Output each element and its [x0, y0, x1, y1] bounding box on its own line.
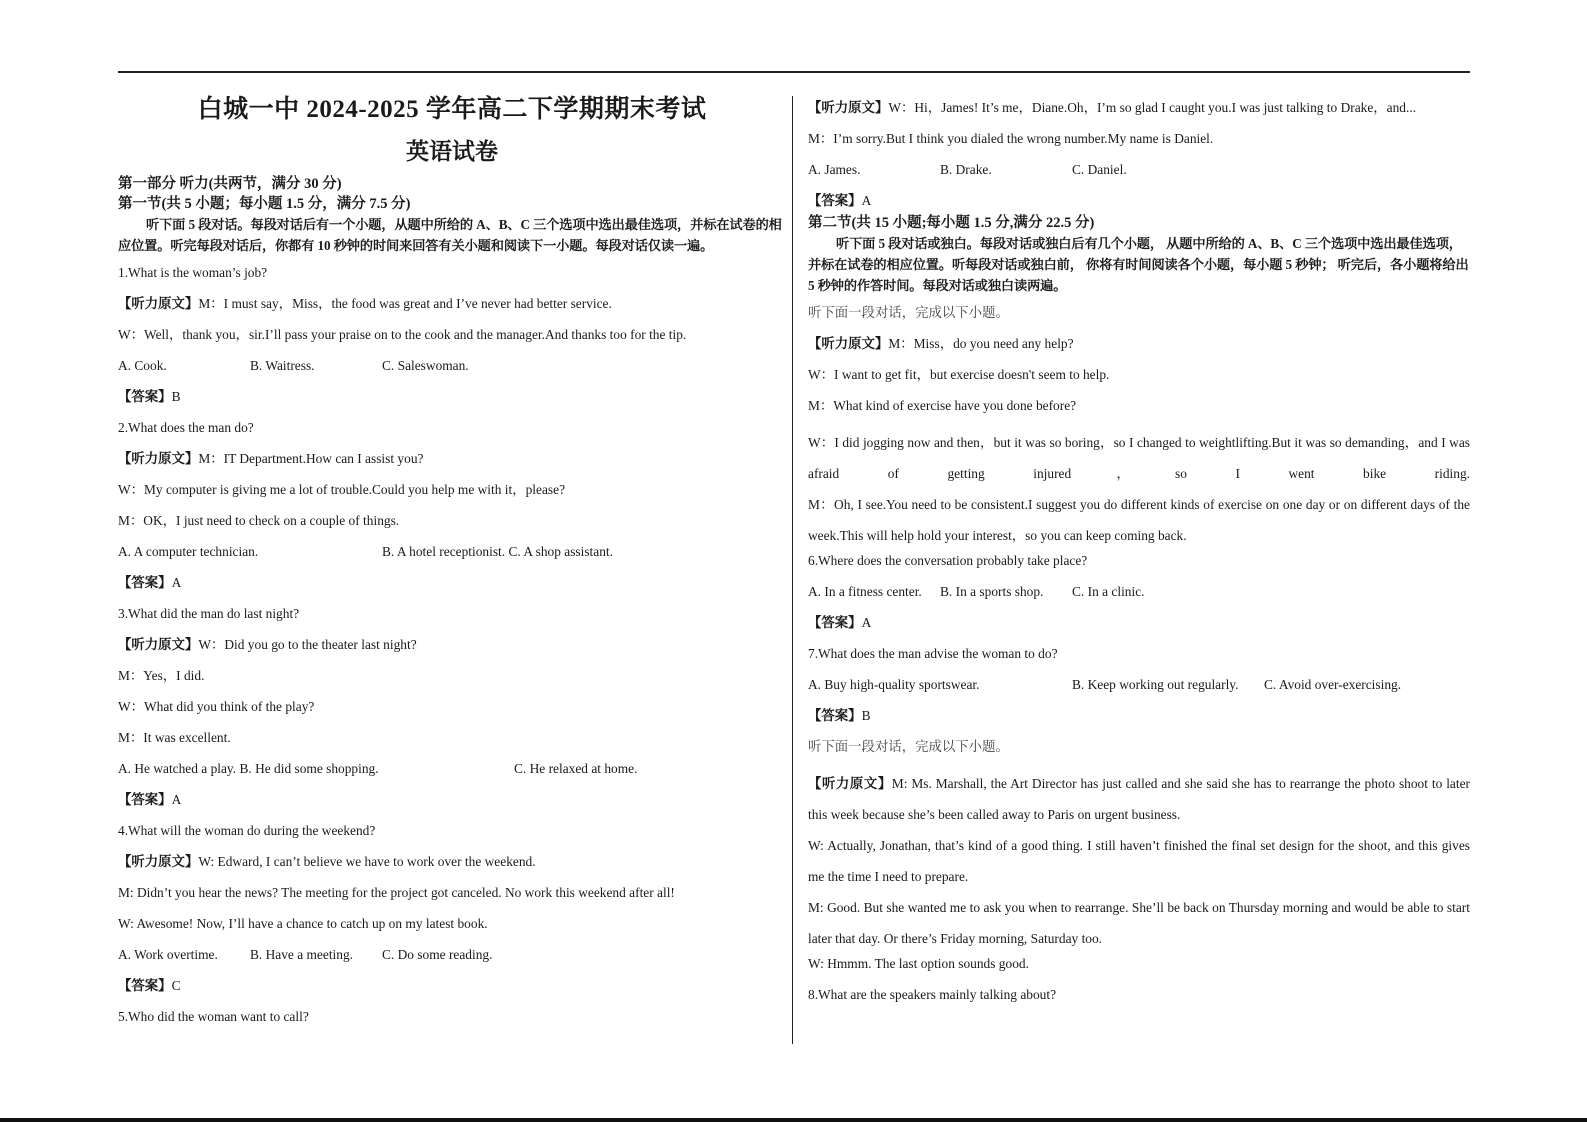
dialog1-t1: M：Miss，do you need any help?	[888, 336, 1074, 351]
q4-t2: M: Didn’t you hear the news? The meeting for the project got canceled. No work this weekend after all!	[118, 885, 675, 900]
q3-options	[118, 759, 786, 790]
transcript-label: 【听力原文】	[118, 854, 199, 869]
answer-label: 【答案】	[118, 978, 172, 993]
q2-t1: M：IT Department.How can I assist you?	[198, 451, 424, 466]
section2-instructions: 听下面 5 段对话或独白。每段对话或独白后有几个小题， 从题中所给的 A、B、C 三个选项中选出最佳选项，并标在试卷的相应位置。听每段对话或独白前， 你将有时间阅读各个小题，每小题 5 秒钟； 听完后，各小题将给出 5 秒钟的作答时间。每段对话或独白读两遍。	[808, 236, 1469, 293]
q1-options	[118, 356, 786, 387]
answer-label: 【答案】	[118, 389, 172, 404]
dialog2-t2: W: Actually, Jonathan, that’s kind of a good thing. I still haven’t finished the final set design for the shoot, and this gives me the time I need to prepare.	[808, 838, 1470, 884]
q2-option-a: A. A computer technician.	[118, 544, 259, 559]
q6-option-c: C. In a clinic.	[1072, 584, 1145, 599]
section1-heading: 第一节(共 5 小题；每小题 1.5 分，满分 7.5 分)	[118, 196, 411, 212]
q6-answer: A	[861, 615, 872, 630]
exam-subtitle: 英语试卷	[406, 139, 498, 164]
transcript-label: 【听力原文】	[118, 296, 199, 311]
dialog1-t5: M：Oh, I see.You need to be consistent.I suggest you do different kinds of exercise on one day or on different days of the week.This will help hold your interest，so you can keep coming back.	[808, 497, 1470, 543]
q2-answer-line	[118, 573, 786, 604]
q4-t1: W: Edward, I can’t believe we have to work over the weekend.	[198, 854, 536, 869]
transcript-label: 【听力原文】	[808, 776, 892, 791]
q4-answer-line	[118, 976, 786, 1007]
exam-title: 白城一中 2024-2025 学年高二下学期期末考试	[197, 96, 707, 123]
q2-t2: W：My computer is giving me a lot of trouble.Could you help me with it，please?	[118, 482, 566, 497]
q4-option-b: B. Have a meeting.	[250, 947, 353, 962]
q1-t1: M：I must say，Miss，the food was great and I’ve never had better service.	[198, 296, 612, 311]
answer-label: 【答案】	[118, 792, 172, 807]
q5-transcript-line	[808, 98, 1470, 129]
q7-answer-line	[808, 706, 1470, 737]
q5-question: 5.Who did the woman want to call?	[118, 1009, 309, 1024]
q4-t3: W: Awesome! Now, I’ll have a chance to catch up on my latest book.	[118, 916, 488, 931]
q3-t1: W：Did you go to the theater last night?	[198, 637, 417, 652]
section1-instructions: 听下面 5 段对话。每段对话后有一个小题，从题中所给的 A、B、C 三个选项中选出最佳选项，并标在试卷的相应位置。听完每段对话后，你都有 10 秒钟的时间来回答有关小题和阅读下一小题。每段对话仅读一遍。	[118, 217, 782, 253]
dialog1-t2: W：I want to get fit，but exercise doesn't seem to help.	[808, 367, 1110, 382]
q4-options	[118, 945, 786, 976]
q1-option-c: C. Saleswoman.	[382, 358, 469, 373]
q1-transcript-line	[118, 294, 786, 325]
q5-option-b: B. Drake.	[940, 162, 992, 177]
part1-heading: 第一部分 听力(共两节，满分 30 分)	[118, 176, 342, 192]
dialog1-t3: M：What kind of exercise have you done before?	[808, 398, 1077, 413]
transcript-label: 【听力原文】	[118, 637, 199, 652]
q6-option-b: B. In a sports shop.	[940, 584, 1044, 599]
q4-question: 4.What will the woman do during the weekend?	[118, 823, 376, 838]
column-divider	[792, 96, 793, 1044]
q3-t4: M：It was excellent.	[118, 730, 231, 745]
answer-label: 【答案】	[808, 193, 862, 208]
q3-option-ab: A. He watched a play. B. He did some shopping.	[118, 761, 379, 776]
q2-transcript-line	[118, 449, 786, 480]
right-column	[808, 98, 1470, 1016]
q7-options	[808, 675, 1470, 706]
transcript-label: 【听力原文】	[118, 451, 199, 466]
answer-label: 【答案】	[118, 575, 172, 590]
transcript-label: 【听力原文】	[808, 100, 889, 115]
q7-option-c: C. Avoid over-exercising.	[1264, 677, 1402, 692]
q3-t3: W：What did you think of the play?	[118, 699, 315, 714]
q2-t3: M：OK，I just need to check on a couple of things.	[118, 513, 400, 528]
q7-answer: B	[861, 708, 871, 723]
q7-option-a: A. Buy high-quality sportswear.	[808, 677, 980, 692]
dialog2-t4: W: Hmmm. The last option sounds good.	[808, 956, 1029, 971]
answer-label: 【答案】	[808, 615, 862, 630]
q5-option-c: C. Daniel.	[1072, 162, 1127, 177]
q3-t2: M：Yes，I did.	[118, 668, 205, 683]
q5-option-a: A. James.	[808, 162, 861, 177]
q3-transcript-line	[118, 635, 786, 666]
q1-option-b: B. Waitress.	[250, 358, 315, 373]
q5-answer-line	[808, 191, 1470, 213]
q7-option-b: B. Keep working out regularly.	[1072, 677, 1239, 692]
dialog1-t4: W：I did jogging now and then，but it was so boring，so I changed to weightlifting.But it was so demanding，and I was afraid of getting injured，so I went bike riding.	[808, 435, 1470, 481]
q4-option-a: A. Work overtime.	[118, 947, 218, 962]
q6-options	[808, 582, 1470, 613]
left-column	[118, 90, 786, 1038]
q5-answer: A	[861, 193, 872, 208]
q7-question: 7.What does the man advise the woman to do?	[808, 646, 1058, 661]
q1-answer-line	[118, 387, 786, 418]
dialog2-listen-prompt: 听下面一段对话，完成以下小题。	[808, 739, 1009, 754]
q4-option-c: C. Do some reading.	[382, 947, 493, 962]
q5-t1: W：Hi，James! It’s me，Diane.Oh，I’m so glad I caught you.I was just talking to Drake，and...	[888, 100, 1417, 115]
q6-answer-line	[808, 613, 1470, 644]
q1-question: 1.What is the woman’s job?	[118, 265, 268, 280]
q3-question: 3.What did the man do last night?	[118, 606, 300, 621]
section2-listen-prompt: 听下面一段对话，完成以下小题。	[808, 305, 1009, 320]
dialog2-t1: M: Ms. Marshall, the Art Director has just called and she said she has to rearrange the photo shoot to later this week because she’s been called away to Paris on urgent business.	[808, 776, 1471, 822]
q6-option-a: A. In a fitness center.	[808, 584, 922, 599]
q2-answer: A	[171, 575, 182, 590]
transcript-label: 【听力原文】	[808, 336, 889, 351]
dialog2-t3: M: Good. But she wanted me to ask you when to rearrange. She’ll be back on Thursday morning and would be able to start later that day. Or there’s Friday morning, Saturday too.	[808, 900, 1470, 946]
q3-answer: A	[171, 792, 182, 807]
q3-option-c: C. He relaxed at home.	[514, 761, 638, 776]
q1-answer: B	[171, 389, 181, 404]
dialog2-transcript-line	[808, 768, 1470, 830]
q2-options	[118, 542, 786, 573]
q2-option-bc: B. A hotel receptionist. C. A shop assistant.	[382, 544, 613, 559]
q8-question: 8.What are the speakers mainly talking about?	[808, 987, 1057, 1002]
section2-heading: 第二节(共 15 小题;每小题 1.5 分,满分 22.5 分)	[808, 215, 1095, 231]
dialog1-transcript-line	[808, 334, 1470, 365]
q5-t2: M：I’m sorry.But I think you dialed the wrong number.My name is Daniel.	[808, 131, 1214, 146]
top-rule	[118, 71, 1470, 73]
q4-transcript-line	[118, 852, 786, 883]
answer-label: 【答案】	[808, 708, 862, 723]
q2-question: 2.What does the man do?	[118, 420, 254, 435]
q3-answer-line	[118, 790, 786, 821]
q1-t2: W：Well，thank you，sir.I’ll pass your praise on to the cook and the manager.And thanks too for the tip.	[118, 327, 687, 342]
q4-answer: C	[171, 978, 181, 993]
q6-question: 6.Where does the conversation probably take place?	[808, 553, 1088, 568]
q1-option-a: A. Cook.	[118, 358, 167, 373]
q5-options	[808, 160, 1470, 191]
page-bottom-edge	[0, 1118, 1587, 1122]
